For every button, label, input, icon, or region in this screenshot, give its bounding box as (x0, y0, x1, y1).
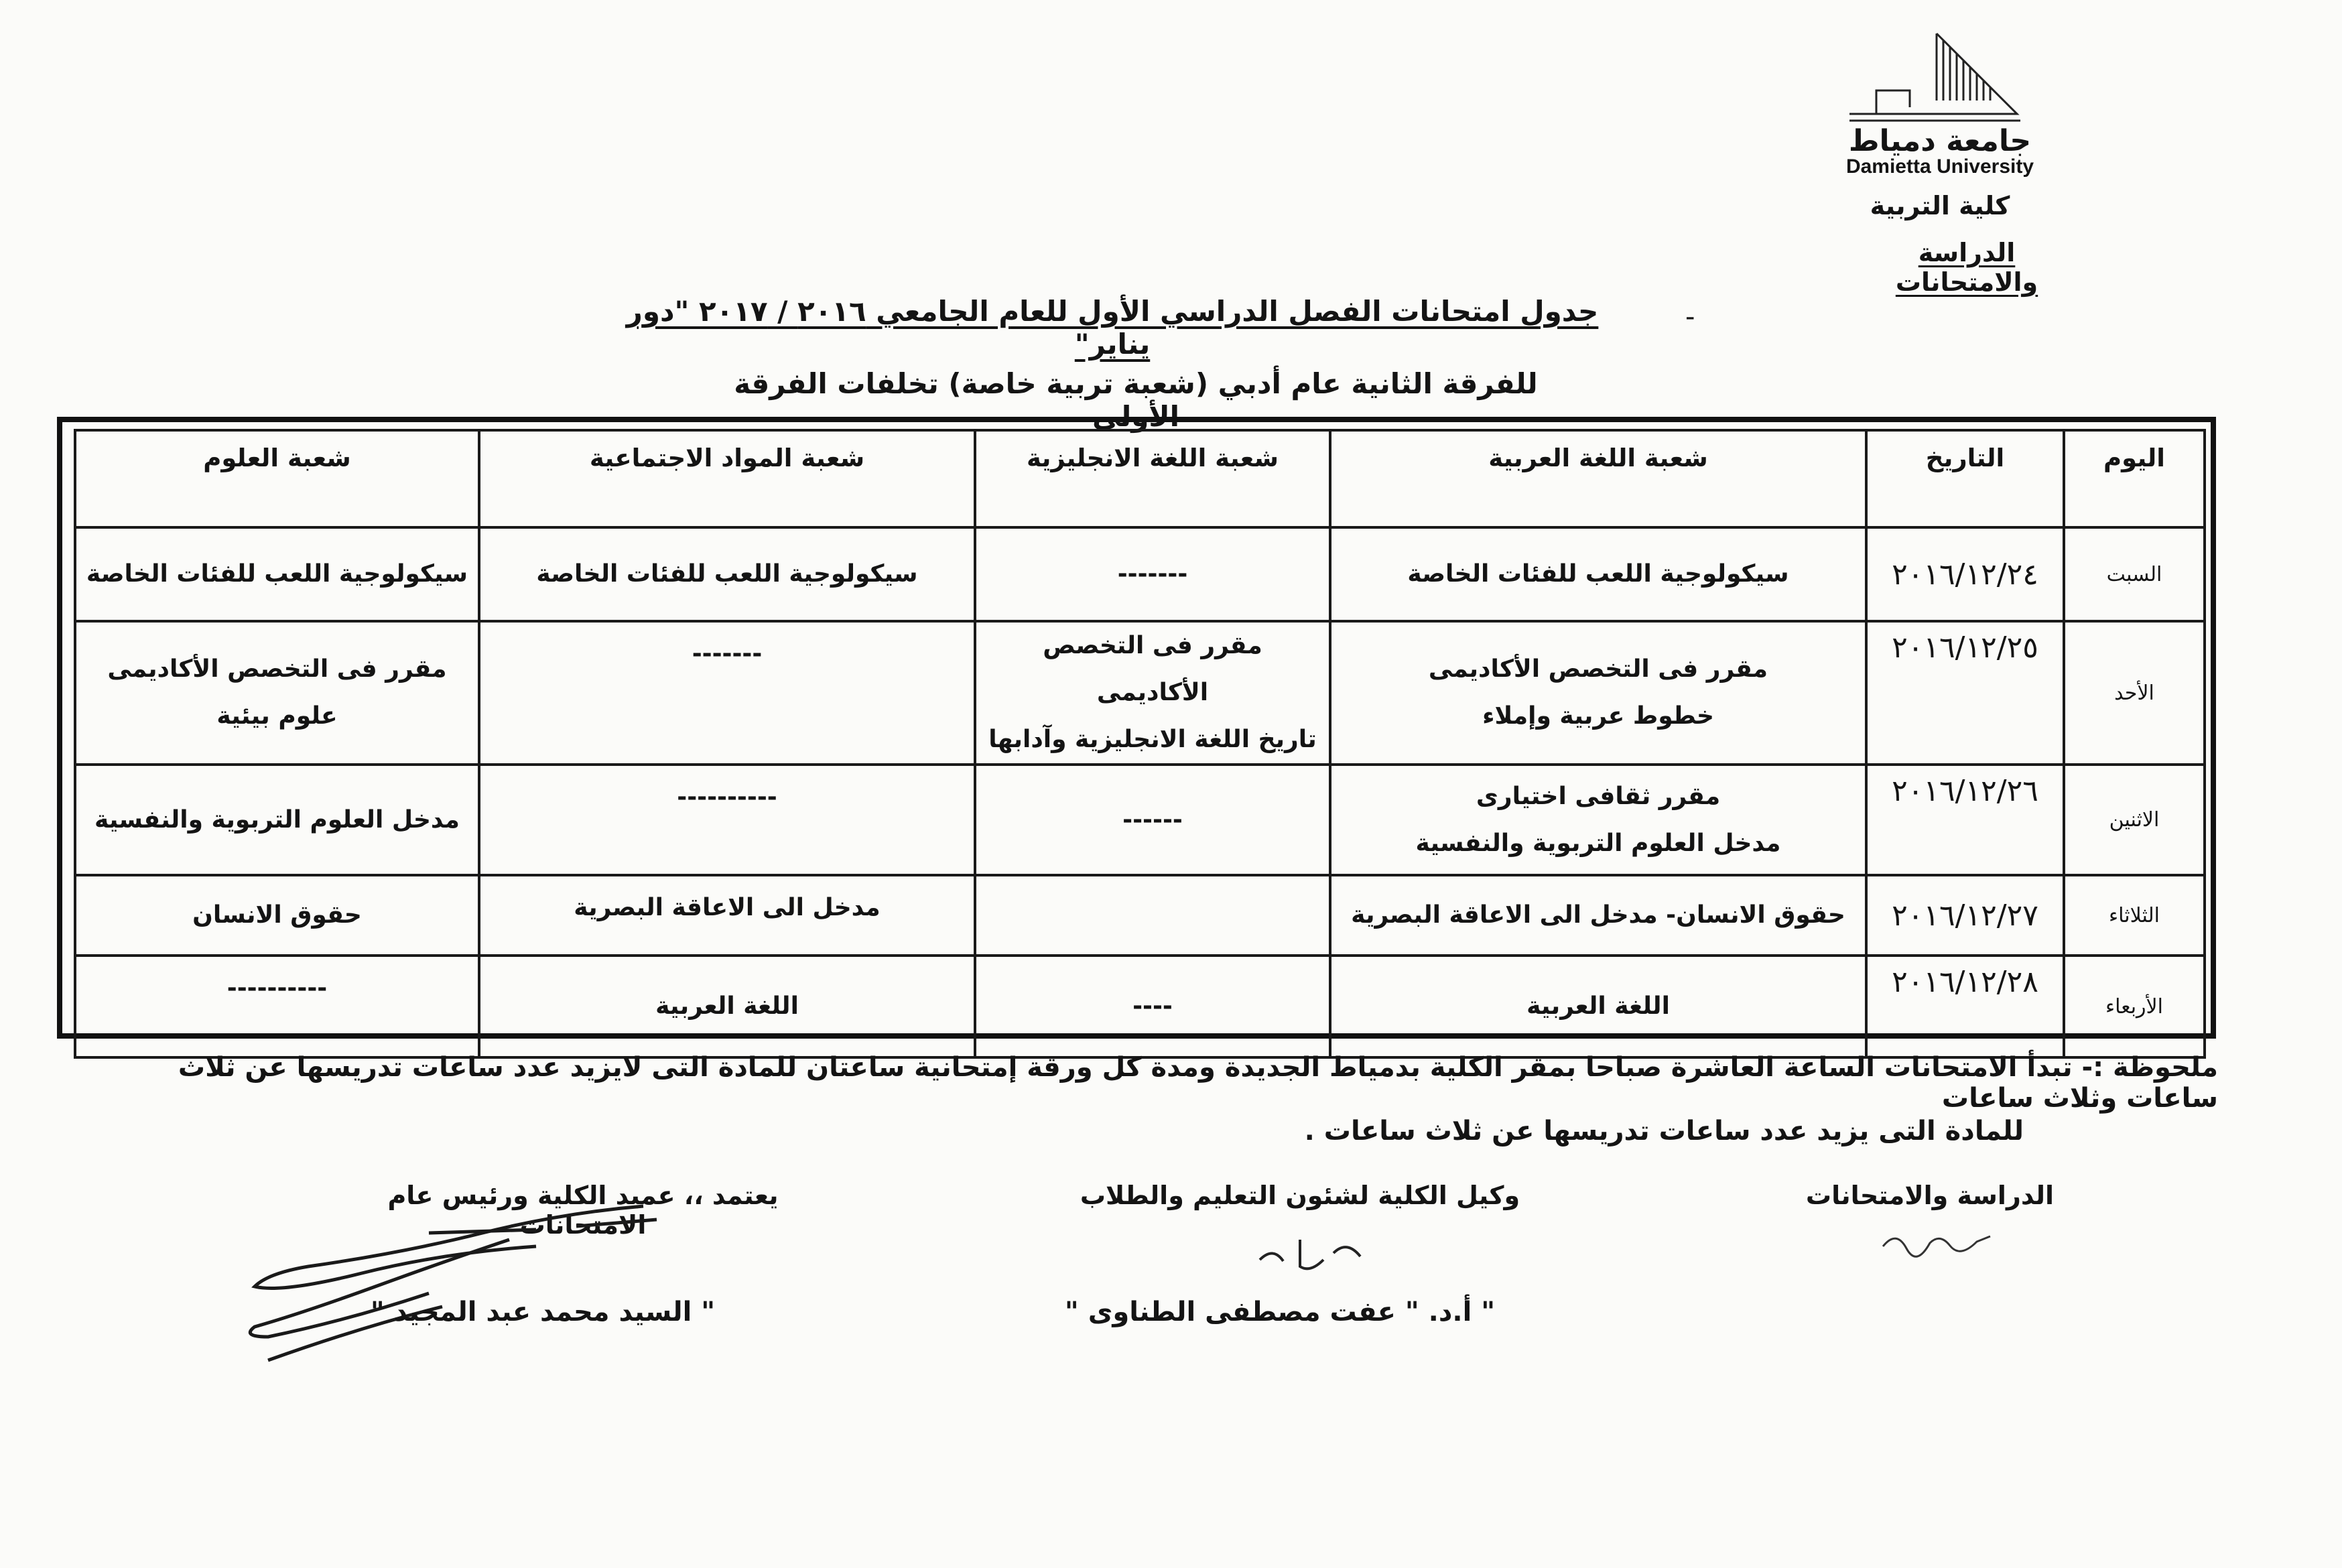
vice-dean-signature (1246, 1220, 1394, 1280)
science-section-cell (75, 621, 479, 765)
day-cell: السبت (2064, 527, 2205, 621)
exams-office-signature (1876, 1216, 1997, 1263)
arabic-section-cell (1330, 621, 1866, 765)
title-dash-mark: - (1685, 302, 1695, 332)
social-section-cell (479, 527, 975, 621)
course-name: سيكولوجية اللعب للفئات الخاصة (536, 560, 918, 588)
header-english-section: شعبة اللغة الانجليزية (975, 430, 1330, 527)
vice-dean-name: " أ.د. " عفت مصطفى الطناوى " (1064, 1297, 1496, 1327)
table-row (75, 621, 2205, 765)
science-section-cell (75, 527, 479, 621)
department-name: الدراسة والامتحانات (1895, 238, 2038, 297)
dean-signature (228, 1193, 764, 1380)
course-name: سيكولوجية اللعب للفئات الخاصة (1407, 560, 1789, 588)
day-cell: الأحد (2064, 621, 2205, 765)
science-section-cell (75, 765, 479, 875)
university-logo (1836, 27, 2030, 127)
social-section-cell (479, 765, 975, 875)
arabic-section-cell (1330, 956, 1866, 1057)
table-row (75, 875, 2205, 956)
arabic-section-cell (1330, 875, 1866, 956)
course-name: حقوق الانسان (192, 901, 362, 929)
course-name: مقرر ثقافى اختيارى (1476, 782, 1721, 810)
social-section-cell (479, 956, 975, 1057)
faculty-name: كلية التربية (1870, 191, 2010, 220)
course-name: ------- (692, 640, 763, 667)
vice-dean-title: وكيل الكلية لشئون التعليم والطلاب (1080, 1181, 1520, 1210)
exams-office-signature-title: الدراسة والامتحانات (1805, 1181, 2055, 1210)
university-name-english: Damietta University (1845, 155, 2034, 178)
course-name: اللغة العربية (1526, 992, 1670, 1020)
header-arabic-section: شعبة اللغة العربية (1330, 430, 1866, 527)
date-cell: ٢٠١٦/١٢/٢٤ (1866, 527, 2064, 621)
course-name: ---------- (677, 783, 777, 811)
course-name: علوم بيئية (216, 702, 338, 730)
course-name: مدخل الى الاعاقة البصرية (574, 894, 881, 921)
science-section-cell (75, 875, 479, 956)
english-section-cell (975, 956, 1330, 1057)
course-name: خطوط عربية وإملاء (1482, 702, 1714, 730)
course-name: مقرر فى التخصص الأكاديمى (1043, 632, 1262, 706)
table-row (75, 527, 2205, 621)
social-section-cell (479, 875, 975, 956)
dean-name: " السيد محمد عبد المجيد " (370, 1297, 716, 1327)
university-name-arabic: جامعة دمياط (1848, 124, 2032, 158)
date-cell: ٢٠١٦/١٢/٢٧ (1866, 875, 2064, 956)
english-section-cell (975, 527, 1330, 621)
header-date: التاريخ (1866, 430, 2064, 527)
course-name: سيكولوجية اللعب للفئات الخاصة (86, 560, 468, 588)
course-name: ---- (1132, 992, 1173, 1020)
course-name: ------ (1122, 805, 1183, 834)
arabic-section-cell (1330, 765, 1866, 875)
course-name: مدخل العلوم التربوية والنفسية (1415, 829, 1781, 857)
date-cell: ٢٠١٦/١٢/٢٨ (1866, 956, 2064, 1057)
table-row (75, 956, 2205, 1057)
date-cell: ٢٠١٦/١٢/٢٦ (1866, 765, 2064, 875)
arabic-section-cell (1330, 527, 1866, 621)
note-line-1: ملحوظة :- تبدأ الامتحانات الساعة العاشرة صباحا بمقر الكلية بدمياط الجديدة ومدة كل ورقة إمتحانية ساعتان للمادة التى لايزيد عدد ساعات تدريسها عن ثلاث ساعات وثلاث ساعات (178, 1052, 2218, 1114)
day-cell: الاثنين (2064, 765, 2205, 875)
header-day: اليوم (2064, 430, 2205, 527)
table-row (75, 765, 2205, 875)
course-name: مدخل العلوم التربوية والنفسية (94, 805, 460, 834)
table-header-row (75, 430, 2205, 527)
course-name: مقرر فى التخصص الأكاديمى (107, 655, 447, 683)
day-cell: الثلاثاء (2064, 875, 2205, 956)
document-title: جدول امتحانات الفصل الدراسي الأول للعام الجامعي ٢٠١٦ / ٢٠١٧ "دور يناير" (626, 295, 1599, 361)
dean-approval-title: يعتمد ،، عميد الكلية ورئيس عام الامتحانات (387, 1181, 779, 1240)
science-section-cell (75, 956, 479, 1057)
exam-schedule-table (74, 429, 2206, 1059)
course-name: تاريخ اللغة الانجليزية وآدابها (988, 726, 1317, 753)
course-name: ------- (1117, 560, 1188, 588)
header-science-section: شعبة العلوم (75, 430, 479, 527)
course-name: حقوق الانسان- مدخل الى الاعاقة البصرية (1351, 901, 1845, 929)
english-section-cell (975, 621, 1330, 765)
course-name: ---------- (226, 974, 328, 1002)
course-name: اللغة العربية (655, 992, 799, 1020)
day-cell: الأربعاء (2064, 956, 2205, 1057)
course-name: مقرر فى التخصص الأكاديمى (1428, 655, 1768, 683)
header-social-section: شعبة المواد الاجتماعية (479, 430, 975, 527)
social-section-cell (479, 621, 975, 765)
date-cell: ٢٠١٦/١٢/٢٥ (1866, 621, 2064, 765)
english-section-cell (975, 875, 1330, 956)
document-subtitle: للفرقة الثانية عام أدبي (شعبة تربية خاصة) تخلفات الفرقة الأولى (734, 367, 1538, 433)
note-line-2: للمادة التى يزيد عدد ساعات تدريسها عن ثلاث ساعات . (1304, 1116, 2024, 1147)
english-section-cell (975, 765, 1330, 875)
